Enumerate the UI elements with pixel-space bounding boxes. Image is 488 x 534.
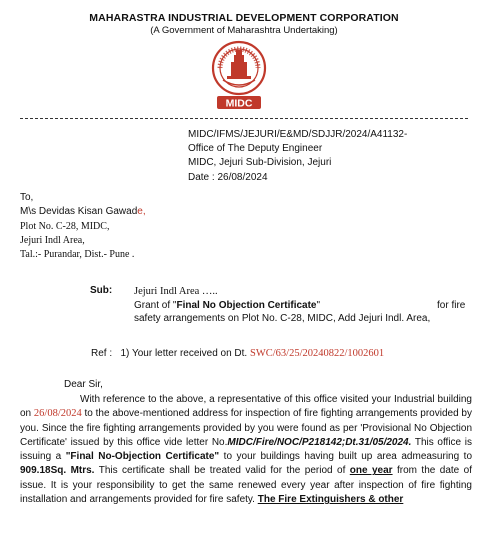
body-text-4: to your buildings having built up area admeasuring to — [219, 451, 473, 463]
address-block — [20, 191, 320, 262]
address-line-1: Plot No. C-28, MIDC, — [20, 220, 110, 232]
reference-block — [188, 128, 478, 185]
addressee-name-text: M\s Devidas Kisan Gawad — [20, 206, 138, 218]
letter-body — [20, 393, 472, 507]
reference-number: MIDC/IFMS/JEJURI/E&MD/SDJJR/2024/A41132- — [188, 129, 408, 140]
logo-text: MIDC — [225, 97, 253, 110]
separator-line — [20, 118, 468, 119]
ref-text: 1) Your letter received on Dt. — [120, 348, 248, 359]
body-tail: The Fire Extinguishers & other — [257, 494, 404, 506]
body-text-1: With reference to the above, a representative of this office visited your Industrial building on — [20, 394, 472, 420]
subject-line-2 — [134, 299, 474, 313]
visit-date: 26/08/2024 — [33, 408, 82, 420]
body-text-5: This certificate shall be treated valid for the period of — [94, 465, 350, 477]
subject-line-1: Jejuri Indl Area ….. — [134, 286, 218, 297]
for-fire-text: for fire — [437, 299, 466, 311]
body-text-2: to the above-mentioned address for inspection of fire fighting arrangements provided by you. Since the fire fighting arrangements provided by you were found as per 'Provisional No Objection Certificate' issued by this office vide letter No. — [20, 408, 472, 448]
midc-logo — [207, 40, 271, 112]
grant-title: Final No Objection Certificate — [176, 299, 317, 311]
grant-prefix: Grant of " — [134, 299, 177, 311]
org-subtitle: (A Government of Maharashtra Undertaking) — [150, 25, 338, 36]
subject-label: Sub: — [90, 285, 113, 296]
body-text-6: from the date of issue. It is your responsibility to get the same renewed every year after inspection of fire fighting installation and arrangements provided for fire safety. — [20, 465, 472, 506]
built-up-area: 909.18Sq. Mtrs. — [20, 465, 95, 477]
provisional-letter-no: MIDC/Fire/NOC/P218142;Dt.31/05/2024. — [227, 436, 412, 448]
ref-line — [91, 348, 384, 359]
subject-body — [134, 285, 474, 326]
addressee-name — [20, 205, 320, 219]
address-line-2: Jejuri Indl Area, — [20, 234, 85, 246]
salutation: Dear Sir, — [64, 379, 103, 390]
ref-label: Ref : — [91, 348, 113, 359]
division-name: MIDC, Jejuri Sub-Division, Jejuri — [188, 157, 332, 169]
office-name: Office of The Deputy Engineer — [188, 143, 323, 155]
subject-line-3: safety arrangements on Plot No. C-28, MIDC, Add Jejuri Indl. Area, — [134, 313, 431, 324]
org-title: MAHARASTRA INDUSTRIAL DEVELOPMENT CORPORATION — [89, 12, 399, 24]
body-paragraph — [20, 393, 472, 507]
ref-code: SWC/63/25/20240822/1002601 — [250, 348, 385, 359]
addressee-name-end: e, — [137, 206, 146, 218]
address-to: To, — [20, 192, 34, 203]
body-text-3: This office is issuing a — [20, 436, 472, 463]
address-line-3: Tal.:- Purandar, Dist.- Pune . — [20, 249, 135, 261]
letter-date: Date : 26/08/2024 — [188, 171, 268, 183]
grant-suffix: " — [316, 299, 321, 311]
final-noc-text: "Final No-Objection Certificate" — [65, 451, 220, 463]
validity-period: one year — [349, 465, 393, 477]
